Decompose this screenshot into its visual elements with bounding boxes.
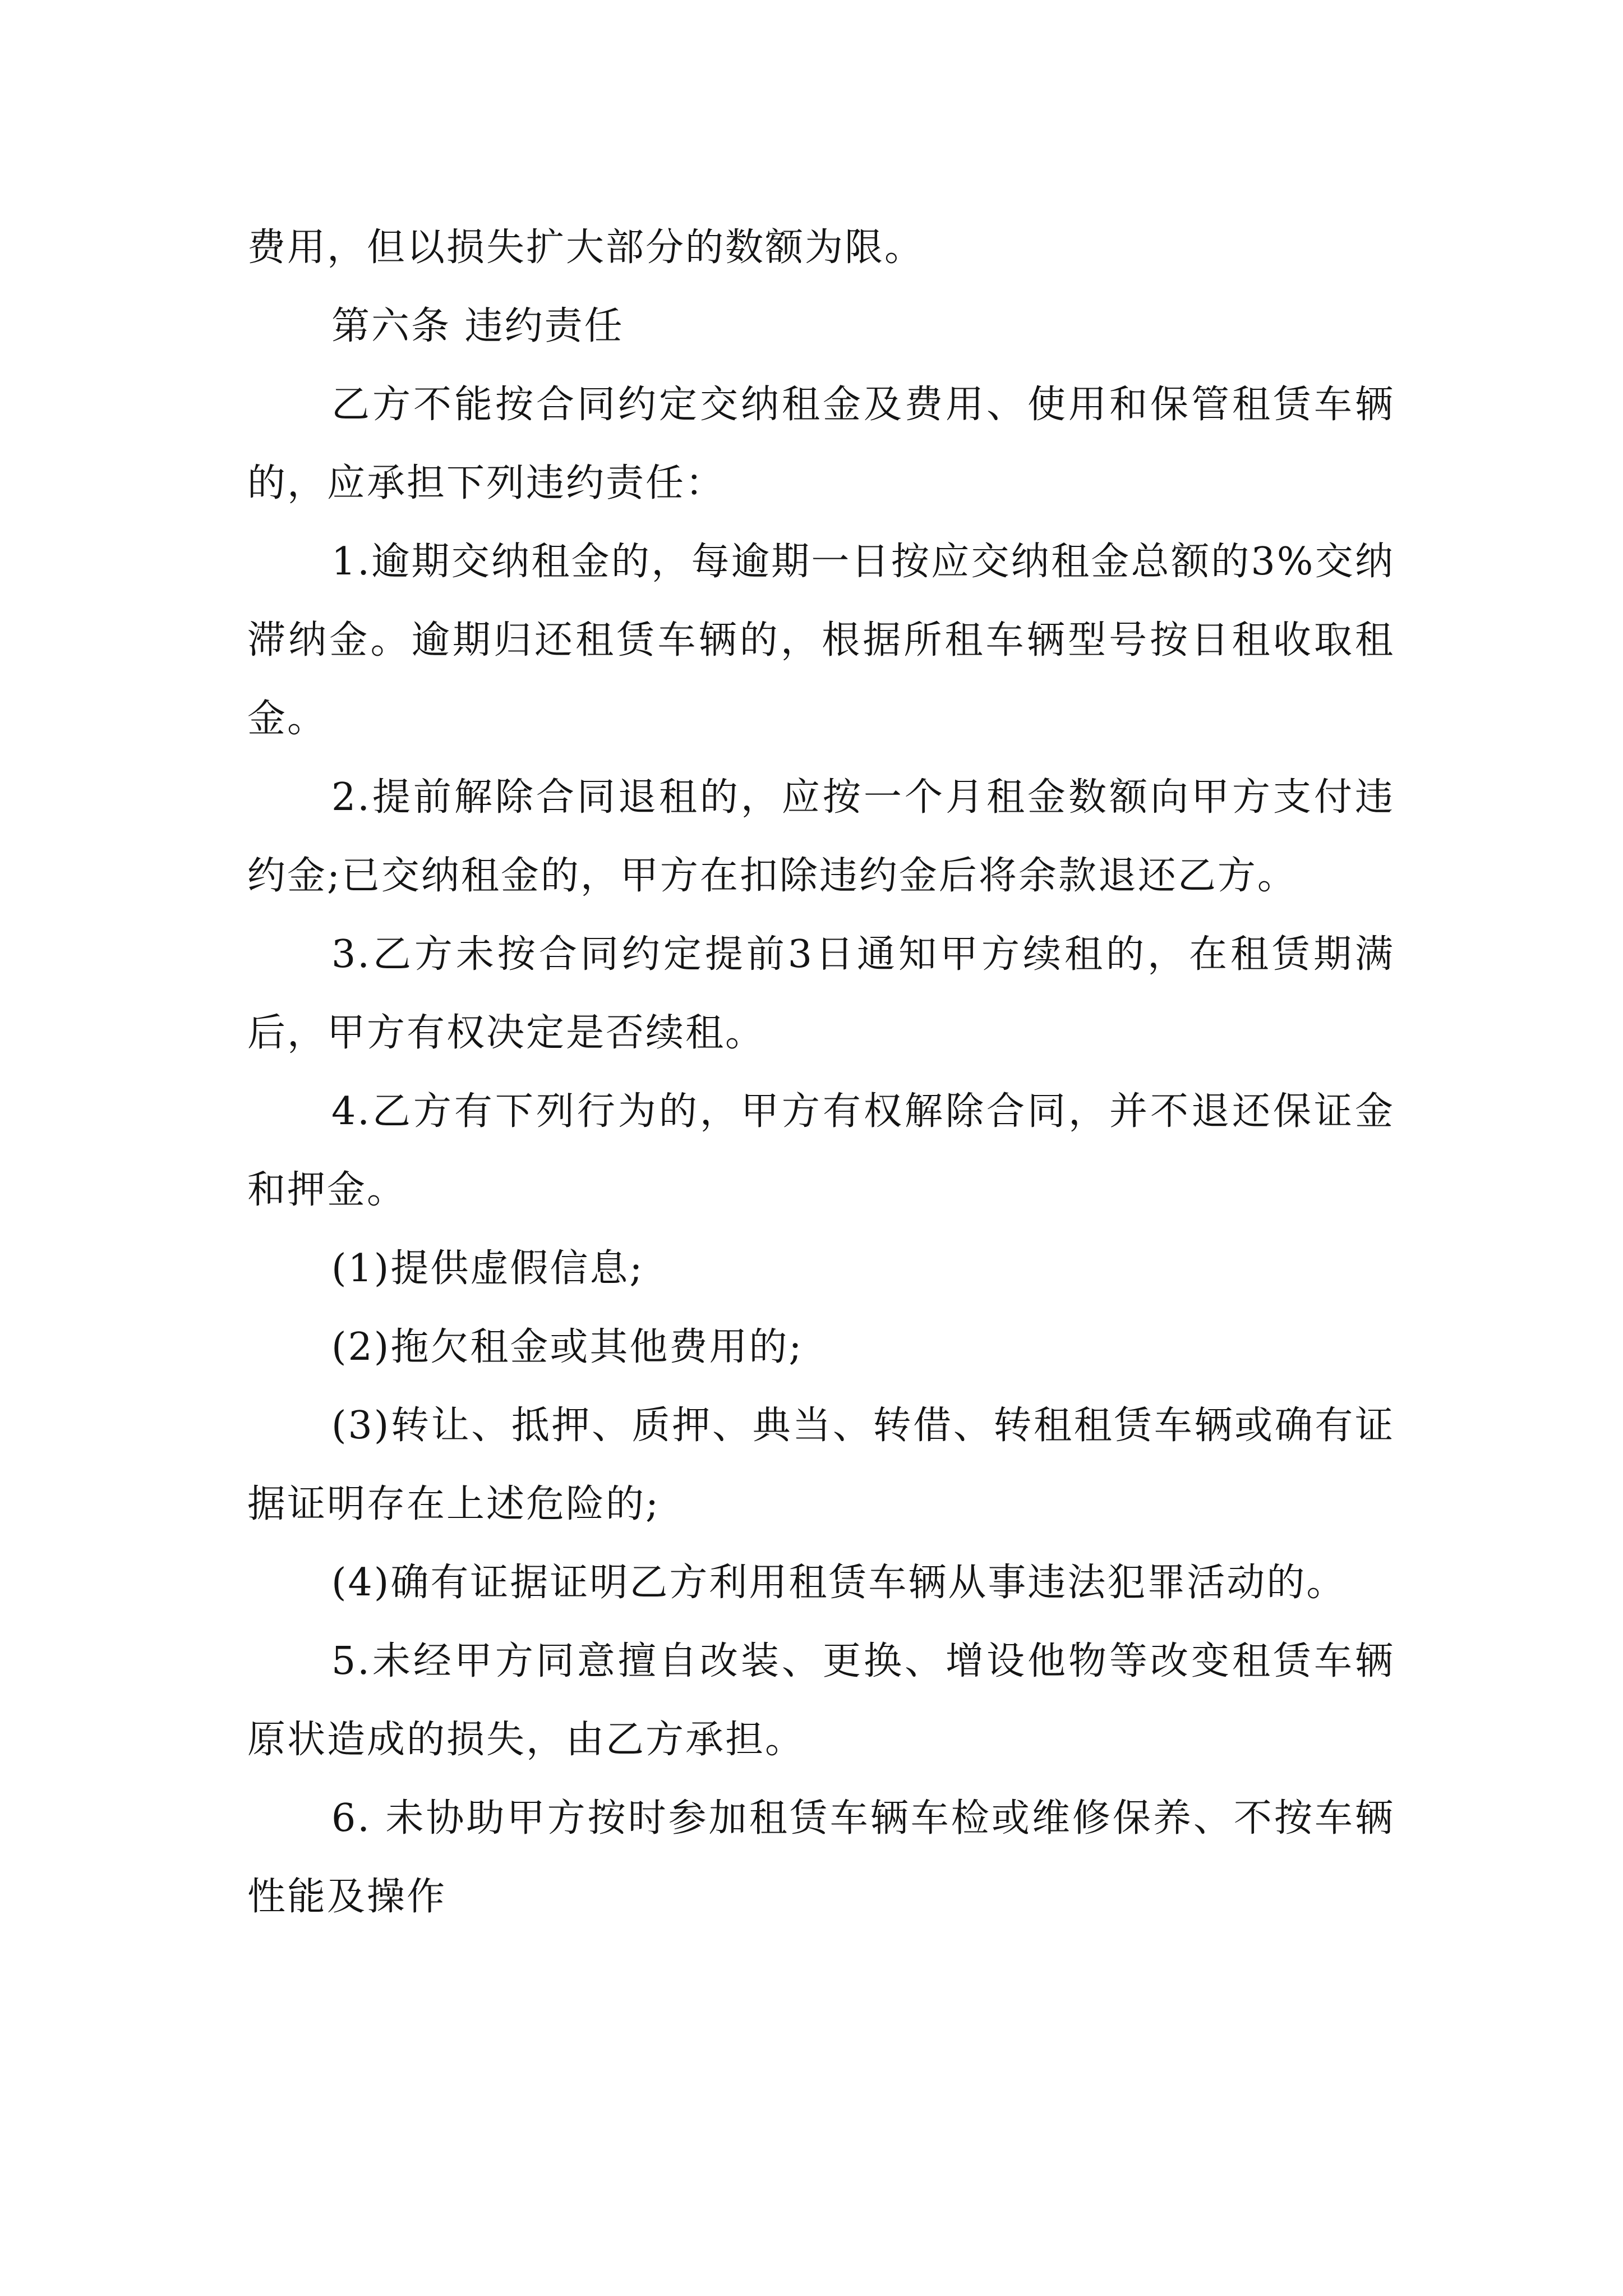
clause-5: 5.未经甲方同意擅自改装、更换、增设他物等改变租赁车辆原状造成的损失，由乙方承担。 xyxy=(247,1639,1395,1762)
clause-3: 3.乙方未按合同约定提前3日通知甲方续租的，在租赁期满后，甲方有权决定是否续租。 xyxy=(247,932,1395,1055)
clause-2: 2.提前解除合同退租的，应按一个月租金数额向甲方支付违约金;已交纳租金的，甲方在扣除违约金后将余款退还乙方。 xyxy=(247,775,1395,898)
document-body xyxy=(247,209,1395,1936)
paragraph-intro: 乙方不能按合同约定交纳租金及费用、使用和保管租赁车辆的，应承担下列违约责任： xyxy=(247,383,1395,505)
sub-clause-1: (1)提供虚假信息; xyxy=(331,1246,644,1291)
sub-clause-2: (2)拖欠租金或其他费用的; xyxy=(331,1325,804,1369)
clause-1: 1.逾期交纳租金的，每逾期一日按应交纳租金总额的3%交纳滞纳金。逾期归还租赁车辆的，根据所租车辆型号按日租收取租金。 xyxy=(247,540,1395,741)
article-heading: 第六条 违约责任 xyxy=(331,304,624,348)
clause-6: 6. 未协助甲方按时参加租赁车辆车检或维修保养、不按车辆性能及操作 xyxy=(247,1796,1395,1919)
clause-4: 4.乙方有下列行为的，甲方有权解除合同，并不退还保证金和押金。 xyxy=(247,1089,1395,1212)
sub-clause-3: (3)转让、抵押、质押、典当、转借、转租租赁车辆或确有证据证明存在上述危险的; xyxy=(247,1404,1395,1526)
paragraph-continuation: 费用，但以损失扩大部分的数额为限。 xyxy=(247,226,925,270)
sub-clause-4: (4)确有证据证明乙方利用租赁车辆从事违法犯罪活动的。 xyxy=(331,1561,1347,1605)
